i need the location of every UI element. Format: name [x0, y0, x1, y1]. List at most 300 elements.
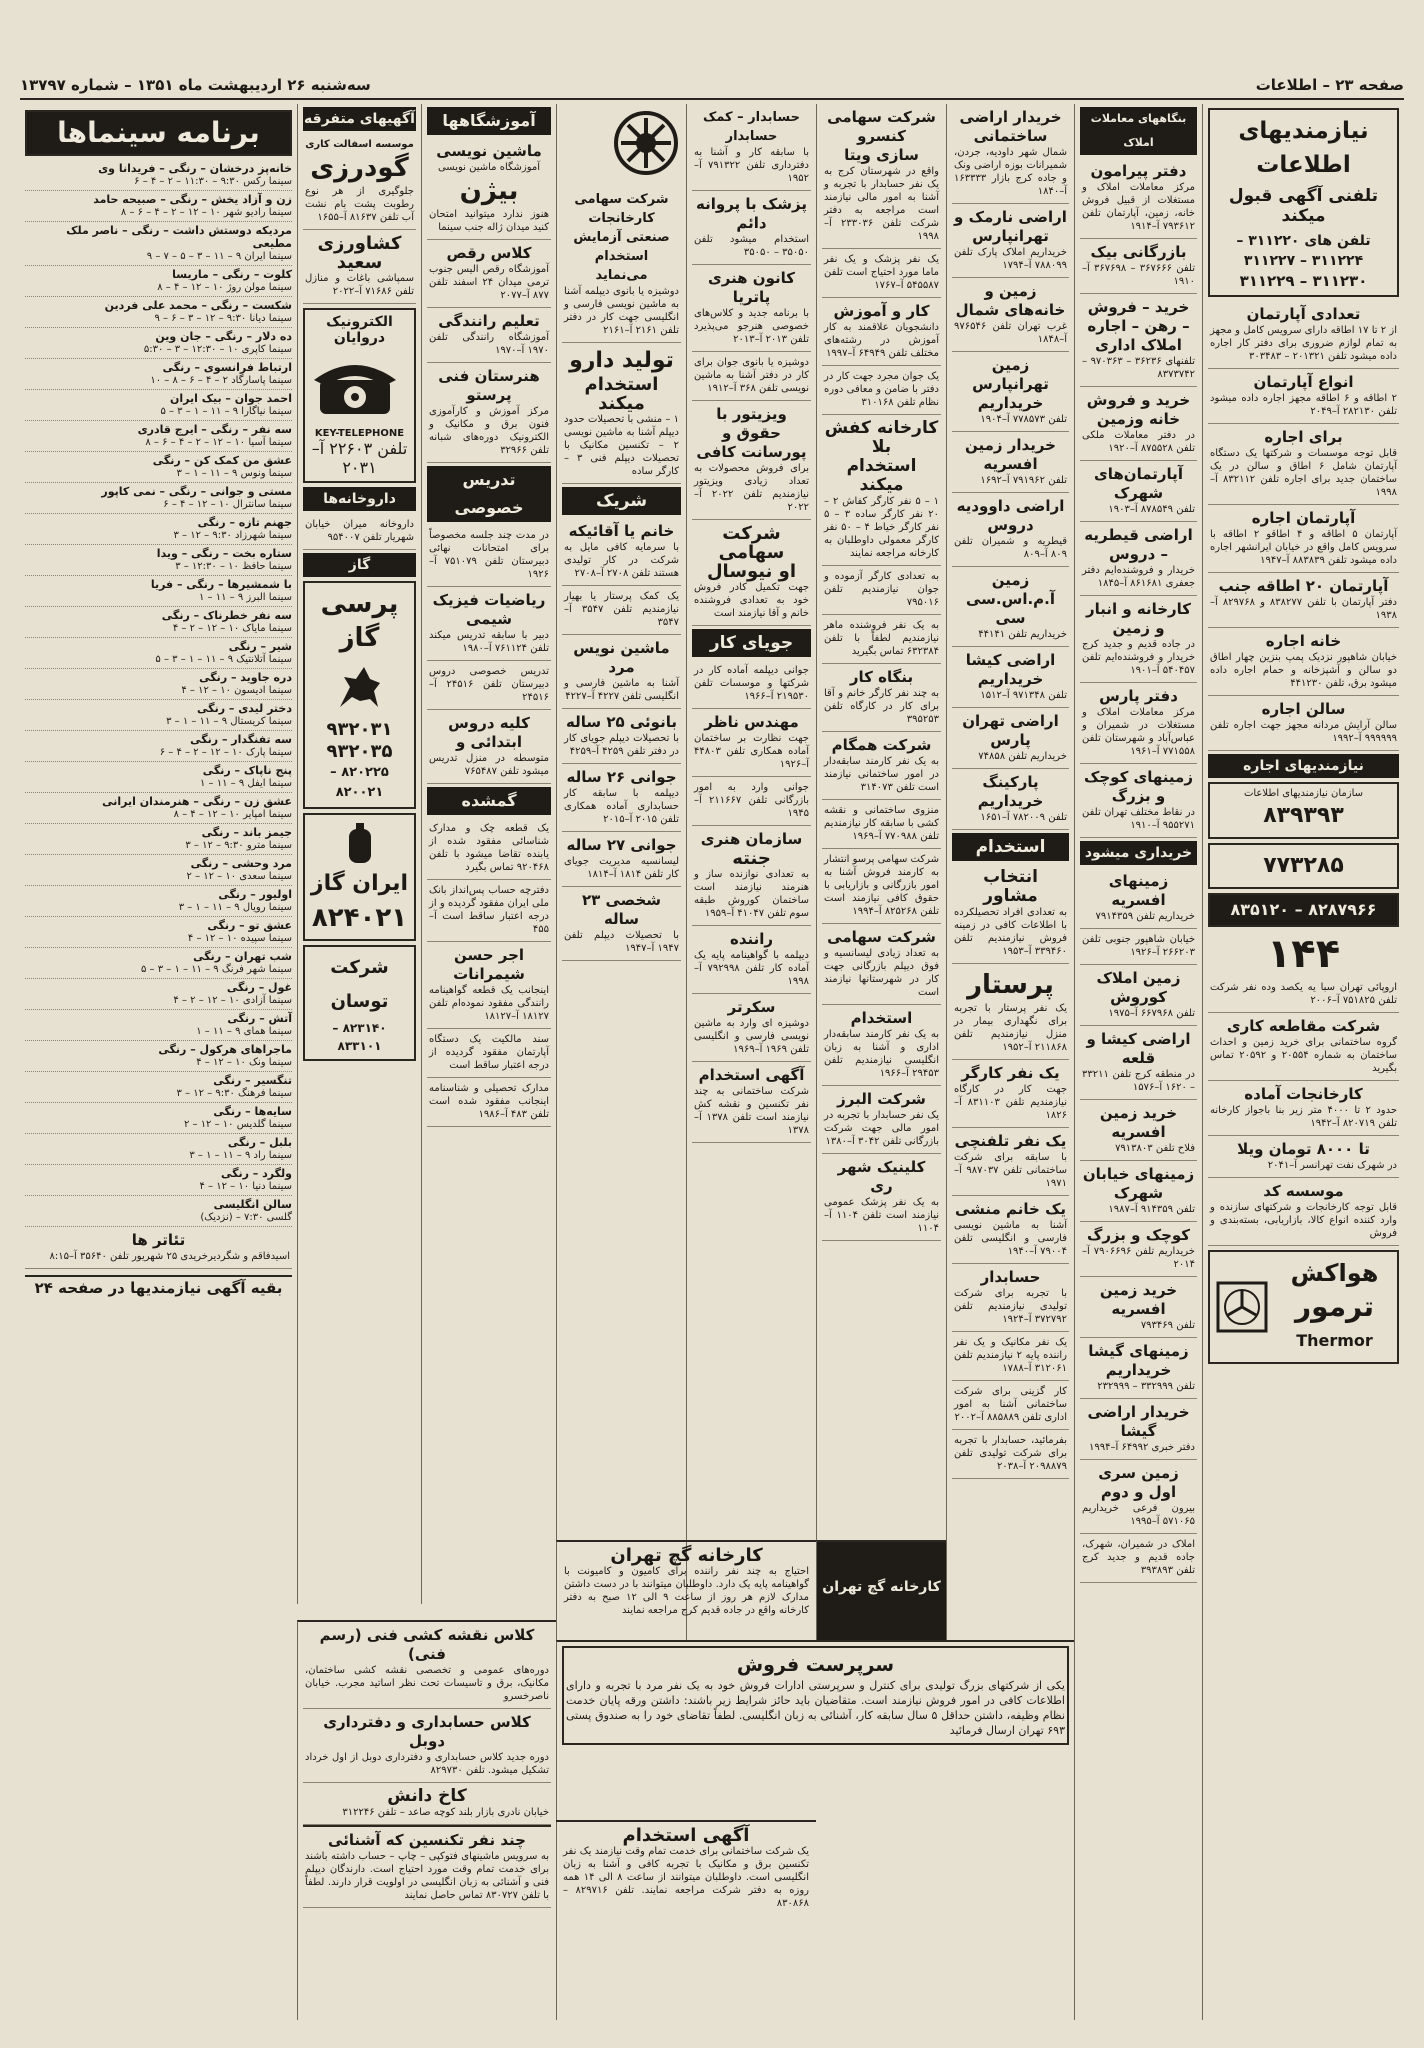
ad [1080, 683, 1197, 764]
ad-body: دبیر با سابقه تدریس میکند تلفن ۷۶۱۱۲۴ آ–۱۹۸۰ [429, 630, 549, 654]
ad [1208, 1081, 1399, 1136]
ad-body: دیپلمه با گواهینامه پایه یک آماده کار تلفن ۷۹۲۹۹۸ آ–۱۹۹۸ [694, 950, 809, 987]
ad [822, 732, 941, 800]
ad [822, 664, 941, 732]
ad-body: تدریس خصوصی دروس دبیرستان تلفن ۲۴۵۱۶ آ–۲۴۵۱۶ [429, 666, 549, 703]
ad [1080, 929, 1197, 965]
cinema-listing [25, 514, 292, 545]
ad [822, 415, 941, 566]
ad [1080, 965, 1197, 1026]
ad-heading: خرید زمین افسریه [1099, 1281, 1178, 1318]
ad [1080, 461, 1197, 522]
cinema-film-title: با شمشیرها – رنگی – فریا [150, 578, 292, 591]
ad-body: تلفنهای ۳۶۲۳۶ – ۹۷۰۳۶۳ – ۸۳۷۳۷۴۲ [1082, 356, 1195, 380]
ad [822, 849, 941, 924]
ad-box [303, 308, 416, 483]
cinema-film-title: ارتباط فرانسوی – رنگی [162, 361, 292, 374]
ad-heading: ویزیتور با حقوق و [716, 405, 787, 442]
ad-heading: اراضی تهران پارس [962, 712, 1059, 749]
ad-phone: ۸۲۴۰۲۱ [311, 903, 408, 933]
cinema-showtimes: سینما دیانا ۹:۳۰ – ۱۲ – ۳ – ۶ – ۹ [154, 313, 292, 324]
ad-heading: بیژن [459, 176, 519, 206]
ad-heading: خانم یا آقائیکه [568, 522, 675, 540]
ad [427, 240, 551, 308]
ad-heading: می‌نماید [595, 268, 648, 283]
ad [952, 278, 1069, 352]
ad [427, 587, 551, 661]
ad-heading: زمینهای خیابان شهرک [1082, 1165, 1195, 1202]
ad [1080, 522, 1197, 596]
ad-body: در منطقه کرج تلفن ۳۳۲۱۱ – ۱۶۲۰ آ–۱۵۷۶ [1082, 1069, 1195, 1093]
ad-body: لیسانسیه مدیریت جویای کار تلفن ۱۸۱۴ آ–۱۸۱۴ [564, 856, 679, 880]
ad-body: یکی از شرکتهای بزرگ تولیدی برای کنترل و سرپرستی ادارات فروش خود به یک نفر مرد با تجربه و دارای اطلاعات کافی در امور فروش نیازمند است. متقاضیان باید حائز شرایط زیر باشند: داشتن ورقه پایان خدمت نظام وظیفه، داشتن حداقل ۵ سال سابقه کار، آشنائی به زبان انگلیسی. لطفاً تقاضای خود را به صندوق پستی ۶۹۳ تهران ارسال فرمائید [566, 1679, 1065, 1737]
ad [692, 926, 811, 994]
ad-heading: یک نفر کارگر [961, 1064, 1060, 1082]
ad [562, 1542, 811, 1622]
ad-heading: آگهی استخدام [698, 1066, 805, 1084]
ad [562, 709, 681, 764]
ad-body: خریداریم تلفن ۷۴۸۵۸ [978, 751, 1067, 762]
ad-body: سمپاشی باغات و منازل تلفن ۷۱۶۸۶ آ–۲۰۲۲ [305, 273, 414, 297]
ad [561, 1822, 811, 1915]
ad [1208, 573, 1399, 628]
ad-box [303, 945, 416, 1061]
ad-heading: بازرگانی بیک [1090, 243, 1187, 261]
ad-body: شرکت سهامی پرسو انتشار به کارمند فروش آشنا به امور بازرگانی و بازاریابی با حقوق کافی نیازمند است تلفن ۸۲۵۲۶۸ آ–۱۹۹۴ [824, 854, 939, 917]
ad-heading: شرکت توسان [330, 957, 389, 1012]
ad-body: سازمان نیازمندیهای اطلاعات [1243, 788, 1364, 799]
cinema-showtimes: سینما حافظ ۱۰ – ۱۲:۳۰ – ۳ [175, 561, 292, 572]
cinema-listing [25, 297, 292, 328]
ad-body: ۱ – منشی با تحصیلات حدود دیپلم آشنا به ماشین نویسی ۲ – تکنسین مکانیک با تحصیلات دیپلم فنی ۳ – کارگر ساده [564, 414, 679, 477]
ad-phone: ۸۳۹۳۹۳ [1263, 803, 1344, 828]
ad-body: یک جوان مجرد جهت کار در دفتر با ضامن و معافی دوره نظام تلفن ۳۱۰۱۶۸ [824, 371, 939, 408]
column-7 [421, 104, 556, 1604]
cinema-showtimes: سینما سپیده ۱۰ – ۱۲ – ۴ [187, 933, 292, 944]
ad-body: خریداریم تلفن ۷۹۱۴۳۵۹ [1095, 911, 1195, 922]
ad-body: خیابان شاهپور نزدیک پمپ بنزین چهار اطاق دو سالن و آشپزخانه و حمام اجاره داده میشود برق، تلفن ۴۴۱۲۳۰ [1210, 652, 1397, 689]
cinema-showtimes: سینما آتلانتیک ۹ – ۱۱ – ۱ – ۳ – ۵ [155, 654, 292, 665]
cinema-listing [25, 390, 292, 421]
ad-heading: شرکت مقاطعه کاری [1226, 1017, 1381, 1035]
ad [952, 1196, 1069, 1264]
ad [1208, 1178, 1399, 1246]
cinema-listing [25, 917, 292, 948]
ad-heading: شرکت سهامی [718, 523, 785, 563]
cinema-showtimes: سینما شهرزاد ۹:۳۰ – ۱۲ – ۳ [173, 530, 292, 541]
ad [1080, 1460, 1197, 1534]
cinema-film-title: شکست – رنگی – محمد علی فردین [104, 299, 292, 312]
ad-body: دفترچه حساب پس‌انداز بانک ملی ایران مفقود گردیده و از درجه اعتبار ساقط است آ–۴۵۵ [429, 885, 549, 935]
ad-body: جهت کار در کارگاه نیازمندیم تلفن ۸۳۱۱۰۳ آ–۱۸۲۶ [954, 1084, 1067, 1121]
cinema-showtimes: سینما فرهنگ ۹:۳۰ – ۱۲ – ۳ [176, 1088, 292, 1099]
ad-body: دیپلمه با سابقه کار حسابداری آماده همکاری تلفن ۲۰۱۵ آ–۲۰۱۵ [564, 788, 679, 825]
ad-body: با تحصیلات دیپلم جویای کار در دفتر تلفن ۴۲۵۹ آ–۴۲۵۹ [564, 733, 679, 757]
ad-heading: اراضی قیطریه – دروس [1084, 526, 1193, 563]
cinema-film-title: پنج ناپاک – رنگی [202, 764, 292, 777]
ad-heading: کارخانه گچ تهران [610, 1545, 763, 1566]
ad [822, 366, 941, 415]
ad-body: دوشیزه یا بانوی جوان برای کار در دفتر آشنا به ماشین نویسی تلفن ۳۶۸ آ–۱۹۱۲ [694, 357, 809, 394]
cinema-listing [25, 222, 292, 266]
ad [562, 586, 681, 635]
ad-heading: آپارتمان‌های شهرک [1094, 465, 1183, 502]
ad [1208, 424, 1399, 505]
ad-body: تلفن ۷۸۲۰۰۹ آ–۱۶۵۱ [980, 812, 1067, 823]
ad [562, 635, 681, 709]
cinema-listing [25, 452, 292, 483]
ad-heading: ماشین نویسی [436, 142, 542, 160]
ad-body: ۱ – ۵ نفر کارگر کفاش ۲ – ۲۰ نفر کارگر ساده ۳ – ۵ نفر کارگر خیاط ۴ – ۵۰ نفر کارگر معمولی داوطلبان به کارخانه مراجعه نمایند [824, 496, 940, 559]
ad [427, 818, 551, 880]
bottom-block-center [556, 1820, 816, 2020]
ad-body: با سابقه برای شرکت ساختمانی تلفن ۹۸۷۰۳۷ آ–۱۹۷۱ [954, 1152, 1067, 1189]
ad-heading: سکرتر [727, 998, 776, 1016]
ad [692, 104, 811, 191]
ad [692, 1062, 811, 1143]
ad-body: حدود ۲ تا ۴۰۰۰ متر زیر بنا باجواز کارخانه تلفن ۸۲۰۷۱۹ آ–۱۹۴۲ [1210, 1105, 1397, 1129]
cinema-showtimes: سینما نیاگارا ۹ – ۱۱ – ۱ – ۳ – ۵ [160, 406, 292, 417]
cinema-listing [25, 979, 292, 1010]
ad-body: سند مالکیت یک دستگاه آپارتمان مفقود گردیده از درجه اعتبار ساقط است [429, 1034, 549, 1071]
ad [303, 514, 416, 550]
classifieds-phones-1: تلفن های ۳۱۱۲۲۰ – ۳۱۱۲۲۴ – ۳۱۱۲۲۷ [1236, 233, 1371, 269]
ad-heading: کارخانه و انبار و زمین [1085, 600, 1192, 637]
cinema-film-title: عشق من کمک کن – رنگی [152, 454, 292, 467]
ad-heading: جوانی ۲۷ ساله [566, 836, 677, 854]
cinema-showtimes: سینما رادیو شهر ۱۰ – ۱۲ – ۲ – ۴ – ۶ – ۸ [120, 207, 292, 218]
cinema-showtimes: سینما ایران ۹ – ۱۱ – ۳ – ۵ – ۷ – ۹ [146, 251, 292, 262]
ad [1080, 387, 1197, 461]
ad [1080, 294, 1197, 387]
ad-heading: هنرستان فنی پرستو [438, 367, 540, 404]
ad-body: جهت تکمیل کادر فروش خود به تعدادی فروشنده خانم و آقا نیازمند است [694, 582, 809, 619]
ad [952, 708, 1069, 769]
ad-heading: جوانی ۲۶ ساله [566, 768, 677, 786]
cinema-showtimes: سینما سعدی ۱۰ – ۱۲ – ۲ [186, 871, 292, 882]
ad-heading: دفتر پارس [1099, 687, 1178, 705]
cinema-film-title: شیر – رنگی [228, 640, 292, 653]
ad-body: شمال شهر داودیه، جردن، شمیرانات بوزه اراضی ونک و جاده کرج بازار ۱۶۳۳۳۳ آ–۱۸۴۰ [954, 147, 1067, 197]
ad-body: به سرویس ماشینهای فتوکپی – چاپ – حساب داشته باشند برای خدمت تمام وقت مورد احتیاج است. دارندگان دیپلم فنی و آشنائی به زبان انگلیسی در اولویت قرار دارند. لطفاً با تلفن ۸۳۰۷۲۷ تماس حاصل نمایند [305, 1851, 549, 1901]
ad-heading: خریدار اراضی ساختمانی [959, 108, 1062, 145]
cinema-showtimes: سینما پارک ۱۰ – ۱۲ – ۲ – ۴ – ۶ [159, 747, 292, 758]
ad [427, 661, 551, 710]
ad-heading: آپارتمان ۲۰ اطاقه جنب [1218, 577, 1389, 595]
telephone-icon [300, 350, 410, 420]
ad [1080, 1100, 1197, 1161]
ad-body: خریداریم املاک پارک تلفن ۷۸۸۰۹۹ آ–۱۷۹۴ [954, 247, 1067, 271]
column-8 [297, 104, 421, 1604]
cinema-film-title: جهنم تازه – رنگی [197, 516, 292, 529]
ad-heading: زمین تهرانپارس خریداریم [972, 356, 1049, 412]
ad-heading: کار و آموزش [833, 302, 930, 320]
ad-phone: ۸۲۰۲۲۵ – ۸۲۰۰۲۱ [330, 765, 389, 800]
ad-body: آموزشگاه رقص الیس جنوب ترمی میدان ۲۴ اسفند تلفن ۸۷۷ آ–۲۰۷۷ [429, 264, 549, 301]
cinema-list [25, 160, 292, 1227]
cinema-listing [25, 266, 292, 297]
ad-body: سالن آرایش مردانه مجهز جهت اجاره تلفن ۹۹۹۹۹۹ آ–۱۹۹۲ [1210, 720, 1397, 744]
ad [1080, 1026, 1197, 1100]
section-header: گاز [303, 553, 416, 577]
ad-body: تلفن ۲۲۶۰۳ آ–۲۰۳۱ [311, 439, 408, 477]
ad-body: تلفن ۹۷۱۳۴۸ آ–۱۵۱۲ [980, 690, 1067, 701]
ad-body: آپارتمان ۵ اطاقه و ۴ اطاقو ۲ اطاقه با سرویس کامل واقع در خیابان ایرانشهر اجاره داده میشود تلفن ۸۸۳۸۳۹ آ–۱۹۴۷ [1210, 529, 1397, 566]
ad-body: آشنا به ماشین نویسی فارسی و انگلیسی تلفن ۷۹۰۰۴ آ–۱۹۴۰ [954, 1220, 1067, 1257]
ad-body: به یک نفر پزشک عمومی نیازمند است تلفن ۱۱۰۴ آ–۱۱۰۴ [824, 1197, 939, 1234]
ad [952, 432, 1069, 493]
cinema-showtimes: سینما ونک ۱۰ – ۱۲ – ۴ [196, 1057, 292, 1068]
ad-heading: خرید زمین افسریه [1099, 1104, 1178, 1141]
ad-heading: پزشک با پروانه دائم [696, 195, 807, 232]
ad-body: در دفتر معاملات ملکی تلفن ۸۷۵۵۲۸ آ–۱۹۲۰ [1082, 430, 1195, 454]
ad-heading: الکترونیک دروایان [326, 314, 393, 346]
ad [1080, 1534, 1197, 1583]
ad-heading: موسسه کد [1263, 1182, 1344, 1200]
ad-body: هنوز ندارد میتوانید امتحان کنید میدان ژاله جنب سینما [429, 209, 549, 233]
ad-heading: کوچک و بزرگ [1086, 1226, 1191, 1244]
cinema-film-title: سایه‌ها – رنگی [213, 1105, 292, 1118]
ad [303, 134, 416, 230]
ad-body: مدارک تحصیلی و شناسنامه اینجانب مفقود شده است تلفن ۴۸۳ آ–۱۹۸۶ [429, 1083, 549, 1120]
cinema-listing [25, 948, 292, 979]
ad [427, 525, 551, 587]
ad-body: گروه ساختمانی برای خرید زمین و احداث ساختمان به شماره ۲۰۵۵۴ و ۲۰۵۹۲ تماس بگیرید [1210, 1037, 1397, 1074]
ad-body: قابل توجه موسسات و شرکتها یک دستگاه آپارتمان شامل ۶ اطاق و سالن در یک ساختمان جدید برای اجاره تلفن ۸۳۲۱۱۲ آ–۱۹۹۸ [1210, 448, 1397, 498]
ad-heading: زمین و خانه‌های شمال [955, 282, 1066, 319]
classifieds-header-box [1208, 108, 1399, 297]
cinema-showtimes: سینما گلدیس ۱۰ – ۱۲ – ۲ [183, 1119, 292, 1130]
cinema-film-title: بلبل – رنگی [227, 1136, 292, 1149]
cinema-listing [25, 1196, 292, 1227]
cinema-showtimes: سینما رکس ۹:۳۰ – ۱۱:۳۰ – ۲ – ۴ – ۶ [134, 176, 292, 187]
ad [562, 832, 681, 887]
ad-body: با سرمایه کافی مایل به شرکت در کار تولیدی هستند تلفن ۲۷۰۸ آ–۲۷۰۸ [564, 542, 679, 579]
ad-body: تلفن ۳۳۲۹۹۹ – ۲۳۲۹۹۹ [1097, 1381, 1195, 1392]
ad-heading: زمینهای گیشا خریداریم [1088, 1342, 1189, 1379]
ad-phone: ۸۲۸۷۹۶۶ – ۸۳۵۱۲۰ [1230, 900, 1377, 919]
ad-heading: خرید و فروش خانه وزمین [1086, 391, 1191, 428]
ad-heading: کارخانه کفش بلا [824, 418, 939, 457]
ad [303, 1825, 551, 1908]
ad [952, 493, 1069, 567]
ad-body: قابل توجه کارخانجات و شرکتهای سازنده و وارد کننده انواع کالا، بازاریابی، بسته‌بندی و فروش [1210, 1202, 1397, 1239]
ad [952, 1381, 1069, 1430]
ad [427, 308, 551, 363]
ad [952, 1060, 1069, 1128]
cinema-listing [25, 855, 292, 886]
ad-body: با تجربه برای شرکت تولیدی نیازمندیم تلفن ۳۷۲۷۹۲ آ–۱۹۲۴ [954, 1288, 1067, 1325]
ad-heading: خریدار زمین افسریه [965, 436, 1056, 473]
ad-body: تلفن ۷۹۳۴۶۹ [1140, 1320, 1195, 1331]
page-label: صفحه ۲۳ – اطلاعات [1255, 76, 1404, 94]
ad [952, 1430, 1069, 1479]
ad-heading: برای اجاره [1264, 428, 1343, 446]
cinema-film-title: سالن انگلیسی [213, 1198, 292, 1211]
cinema-showtimes: سینما ادیسون ۱۰ – ۱۲ – ۴ [181, 685, 292, 696]
ad [952, 1332, 1069, 1381]
ad [1208, 628, 1399, 696]
ad-heading: کارخانجات آماده [1244, 1085, 1363, 1103]
cinema-showtimes: سینما دنیا ۱۰ – ۱۲ – ۴ [199, 1181, 292, 1192]
ad-heading: آگهی استخدام [622, 1825, 750, 1846]
ad [952, 964, 1069, 1060]
cinema-film-title: ده دلار – رنگی – جان وین [155, 330, 292, 343]
ad-heading: پرستار [967, 970, 1054, 1000]
ad [952, 352, 1069, 432]
ad-heading: صنعتی آزمایش استخدام [573, 230, 670, 264]
ad-body: آموزشگاه ماشین نویسی [437, 162, 541, 173]
ad-body: یک کمک پرستار یا بهیار نیازمندیم تلفن ۳۵۴۷ آ–۳۵۴۷ [564, 591, 679, 628]
ad-body: یک قطعه چک و مدارک شناسائی مفقود شده از یابنده تقاضا میشود با تلفن ۹۲۰۴۶۸ تماس بگیرد [429, 823, 549, 873]
ad-heading: زمین سری اول و دوم [1098, 1464, 1179, 1501]
ad-heading: پارکینگ خریداریم [977, 773, 1044, 810]
cinema-showtimes: سینما شهر فرنگ ۹ – ۱۱ – ۱ – ۳ – ۵ [140, 964, 292, 975]
cinema-film-title: سه تفنگدار – رنگی [190, 733, 292, 746]
cinema-listing [25, 1041, 292, 1072]
cinema-film-title: مردیکه دوستش داشت – رنگی – ناصر ملک مطیعی [66, 224, 292, 250]
ad-phone: ۸۲۳۱۴۰ – ۸۳۳۱۰۱ [332, 1021, 387, 1053]
ad-heading: ماشین نویس مرد [573, 639, 670, 676]
ad-body: موسسه اسفالت کاری [305, 139, 414, 150]
ad-body: دفتر آپارتمان با تلفن ۸۳۸۲۷۷ و ۸۲۹۷۶۸ آ–۱۹۳۸ [1210, 597, 1397, 621]
ad-heading: کلیه دروس ابتدائی و [448, 714, 530, 751]
ad [692, 352, 811, 401]
ad-body: مرکز معاملات املاک و مستغلات در شمیران و عباس‌آباد و شهرستان تلفن ۷۷۱۵۵۸ آ–۱۹۶۱ [1082, 707, 1195, 757]
ad-body: اسیدفاقم و شگردیرخریدی ۲۵ شهریور تلفن ۳۵۶۴۰ آ–۸:۱۵ [49, 1251, 290, 1262]
cinema-showtimes: سینما سانترال ۱۰ – ۱۲ – ۴ – ۶ [163, 499, 292, 510]
ad [1080, 1222, 1197, 1277]
company-logo-icon [611, 108, 681, 178]
cinema-listing [25, 328, 292, 359]
ad [692, 401, 811, 520]
ad-heading: کاخ دانش [387, 1786, 467, 1806]
cinema-showtimes: سینما کاپری ۱۰ – ۱۲:۳۰ – ۳ – ۵:۳۰ [143, 344, 292, 355]
cinema-showtimes: سینما مترو ۹:۳۰ – ۱۲ – ۳ [185, 840, 292, 851]
ad-heading: پورسانت کافی [696, 443, 807, 461]
ad [562, 764, 681, 832]
ad-body: جلوگیری از هر نوع رطوبت پشت بام نشت آب تلفن ۸۱۶۳۷ آ–۱۶۵۵ [305, 186, 414, 223]
big-number: ۱۴۴ [1266, 931, 1341, 977]
cinema-showtimes: سینما کریستال ۹ – ۱۱ – ۱ – ۳ [166, 716, 292, 727]
cinema-listing [25, 824, 292, 855]
ad [562, 343, 681, 484]
column-2 [1074, 104, 1202, 2020]
ad-body: یک نفر حسابدار با تجربه در امور مالی جهت شرکت بازرگانی تلفن ۳۰۴۲ آ–۱۳۸۰ [824, 1110, 939, 1147]
cinema-showtimes: سینما همای ۹ – ۱۱ – ۱ [196, 1026, 292, 1037]
cinema-film-title: سه نفر – رنگی – ایرج قادری [137, 423, 292, 436]
ad [1080, 158, 1197, 239]
ad-heading: شرکت البرز [837, 1090, 926, 1108]
ad [1208, 1136, 1399, 1178]
ad-box [1208, 782, 1399, 839]
ad [427, 363, 551, 463]
cinema-title: برنامه سینماها [57, 116, 260, 149]
horse-logo-icon [330, 657, 390, 717]
ad-heading: شخصی ۲۳ ساله [581, 891, 662, 928]
ad-body: خریداریم تلفن ۴۴۱۴۱ [978, 629, 1067, 640]
ad-body: قیطریه و شمیران تلفن ۸۰۹ آ–۸۰۹ [954, 536, 1067, 560]
ad-body: دوشیزه ای وارد به ماشین نویسی فارسی و انگلیسی تلفن ۱۹۶۹ آ–۱۹۶۹ [694, 1018, 809, 1055]
cinema-film-title: اولیور – رنگی [218, 888, 292, 901]
ad-body: دوره‌های عمومی و تخصصی نقشه کشی ساختمان، مکانیک، برق و تاسیسات تحت نظر اساتید مجرب. خیابان ناصرخسرو [305, 1665, 549, 1702]
ad-phone: ۹۳۲۰۳۵ [326, 741, 393, 762]
ad-body: کار گزینی برای شرکت ساختمانی آشنا به امور اداری تلفن ۸۸۵۸۸۹ آ–۲۰۰۲ [954, 1386, 1067, 1423]
ad-heading: یک خانم منشی [954, 1200, 1067, 1218]
ad [692, 191, 811, 265]
ad-body: خیابان شاهپور جنوبی تلفن ۲۶۶۲۰۳ آ–۱۹۲۶ [1082, 934, 1195, 958]
section-header: بنگاههای معاملات املاک [1080, 107, 1197, 155]
ad-heading: بانوئی ۲۵ ساله [566, 713, 677, 731]
ad-body: به یک نفر فروشنده ماهر نیازمندیم لطفاً با تلفن ۶۳۲۳۸۴ تماس بگیرید [824, 620, 939, 657]
ad [822, 924, 941, 1005]
cinema-listing [25, 886, 292, 917]
cinema-film-title: سه نفر خطرناک – رنگی [161, 609, 292, 622]
ad-heading: شرکت سهامی [827, 928, 936, 946]
ad-body: یک نفر مکانیک و یک نفر راننده پایه ۲ نیازمندیم تلفن ۳۱۲۰۶۱ آ–۱۷۸۸ [954, 1337, 1067, 1374]
ad [1208, 369, 1399, 424]
ad-heading: زمین املاک کوروش [1096, 969, 1181, 1006]
cinema-listing [25, 638, 292, 669]
cinema-film-title: عشق تو – رنگی [207, 919, 292, 932]
ad-heading: کلاس نقشه کشی فنی (رسم فنی) [319, 1626, 535, 1663]
cinema-film-title: دره جاوید – رنگی [199, 671, 292, 684]
ad-body: به یک نفر کارمند سابقه‌دار در امور ساختمانی نیازمند است تلفن ۳۱۴۰۷۳ [824, 756, 939, 793]
ad-body: داروخانه میران خیابان شهریار تلفن ۹۵۴۰۰۷ [305, 519, 414, 543]
ad [427, 710, 551, 784]
ad [692, 777, 811, 826]
ad-body: دانشجویان علاقمند به کار آموزش در رشته‌های مختلف تلفن ۶۴۹۴۹ آ–۱۹۹۷ [824, 322, 939, 359]
cinema-showtimes: سینما مولن روژ ۱۰ – ۱۲ – ۴ – ۸ [157, 282, 292, 293]
ad-body: خریدار و فروشنده‌ایم دفتر جعفری ۸۶۱۶۸۱ آ–۱۸۴۵ [1082, 565, 1195, 589]
ad-body: خریداریم تلفن ۷۹۰۶۶۹۶ آ–۲۰۱۴ [1082, 1246, 1195, 1270]
ad-heading: تئاتر ها [131, 1231, 186, 1249]
ad-box [303, 813, 416, 941]
masthead [20, 72, 1404, 100]
ad [562, 186, 681, 343]
column-5 [686, 104, 816, 1640]
ad [952, 1128, 1069, 1196]
ad-body: مرکز معاملات املاک و مستغلات از قبیل فروش خانه، زمین، آپارتمان تلفن ۷۹۳۶۱۲ آ–۱۹۱۴ [1082, 182, 1195, 232]
ad-heading: استخدام میکند [846, 456, 917, 495]
ad-body: اروپائی تهران سبا یه یکصد وده نفر شرکت تلفن ۷۵۱۸۲۵ آ–۲۰۰۶ [1210, 982, 1397, 1006]
ad-heading: خریدار اراضی گیشا [1087, 1403, 1190, 1440]
ad-body: به تعداد زیادی لیسانسیه و فوق دیپلم بازرگانی جهت کار در شهرستانها نیازمند است [824, 948, 939, 998]
ad-phone: ۹۳۲۰۳۱ [326, 719, 393, 740]
cinema-header [25, 110, 292, 156]
cinema-showtimes: سینما ایفل ۹ – ۱۱ – ۱ [199, 778, 292, 789]
ad-heading: کلاس رقص [446, 244, 532, 262]
ad-body: دوشیزه یا بانوی دیپلمه آشنا به ماشین نویسی فارسی و انگلیسی جهت کار در دفتر تلفن ۲۱۶۱ آ–۲۱۶۱ [564, 286, 679, 336]
ad [427, 942, 551, 1029]
cinema-listing [25, 191, 292, 222]
ad [692, 520, 811, 626]
cinema-film-title: دختر لیدی – رنگی [197, 702, 292, 715]
ad [822, 1154, 941, 1241]
ad-heading: خرید – فروش – رهن – اجاره املاک اداری [1087, 298, 1190, 354]
ad [303, 230, 416, 304]
cinema-listing [25, 483, 292, 514]
cinema-listing [25, 700, 292, 731]
ad-heading: زمین آ.م.اس.سی سی [966, 571, 1055, 627]
section-header: شریک [562, 487, 681, 515]
ad [822, 249, 941, 298]
cinema-film-title: زن و آزاد یخش – رنگی – صبیحه حامد [93, 193, 292, 206]
cinema-showtimes: سینما مایاک ۱۰ – ۱۲ – ۲ – ۴ [172, 623, 292, 634]
brand-line-1: هواکش [1290, 1259, 1379, 1287]
cinema-listing [25, 359, 292, 390]
ad-heading: خانه اجاره [1265, 632, 1342, 650]
